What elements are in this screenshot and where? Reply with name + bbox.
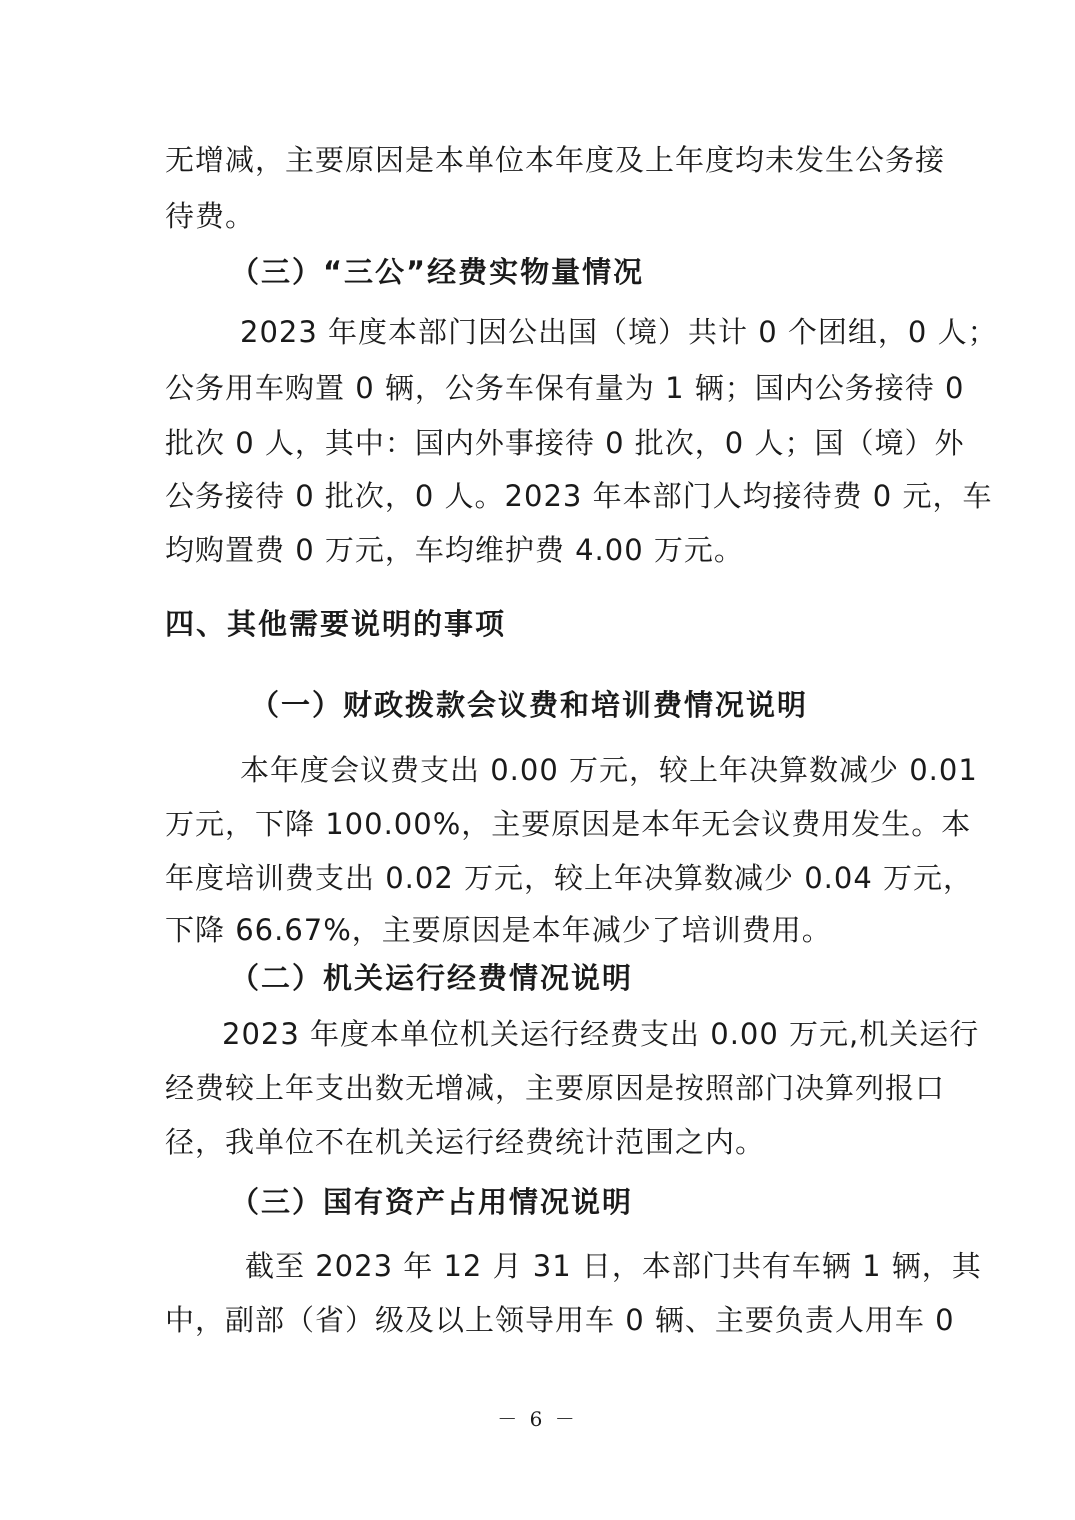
- body-text-line: 无增减，主要原因是本单位本年度及上年度均未发生公务接: [165, 143, 946, 177]
- body-text-line: 下降 66.67%，主要原因是本年减少了培训费用。: [165, 913, 832, 947]
- body-text-line: 公务接待 0 批次，0 人。2023 年本部门人均接待费 0 元，车: [165, 479, 993, 513]
- section-heading: （二）机关运行经费情况说明: [230, 961, 634, 995]
- body-text-line: 2023 年度本部门因公出国（境）共计 0 个团组，0 人；: [240, 315, 998, 349]
- body-text-line: 批次 0 人，其中：国内外事接待 0 批次，0 人；国（境）外: [165, 426, 965, 460]
- body-text-line: 径，我单位不在机关运行经费统计范围之内。: [165, 1125, 766, 1159]
- body-text-line: 2023 年度本单位机关运行经费支出 0.00 万元,机关运行: [222, 1017, 980, 1051]
- section-heading: （三）“三公”经费实物量情况: [230, 255, 645, 289]
- body-text-line: 均购置费 0 万元，车均维护费 4.00 万元。: [165, 533, 744, 567]
- page-number: － 6 －: [497, 1407, 578, 1431]
- body-text-line: 中，副部（省）级及以上领导用车 0 辆、主要负责人用车 0: [165, 1303, 955, 1337]
- section-heading: （一）财政拨款会议费和培训费情况说明: [250, 688, 809, 722]
- body-text-line: 待费。: [165, 199, 256, 233]
- body-text-line: 经费较上年支出数无增减，主要原因是按照部门决算列报口: [165, 1071, 946, 1105]
- body-text-line: 年度培训费支出 0.02 万元，较上年决算数减少 0.04 万元，: [165, 861, 974, 895]
- body-text-line: 本年度会议费支出 0.00 万元，较上年决算数减少 0.01: [240, 753, 978, 787]
- chapter-heading: 四、其他需要说明的事项: [165, 607, 507, 641]
- section-heading: （三）国有资产占用情况说明: [230, 1185, 634, 1219]
- body-text-line: 截至 2023 年 12 月 31 日，本部门共有车辆 1 辆，其: [245, 1249, 982, 1283]
- body-text-line: 万元，下降 100.00%，主要原因是本年无会议费用发生。本: [165, 807, 972, 841]
- body-text-line: 公务用车购置 0 辆，公务车保有量为 1 辆；国内公务接待 0: [165, 371, 965, 405]
